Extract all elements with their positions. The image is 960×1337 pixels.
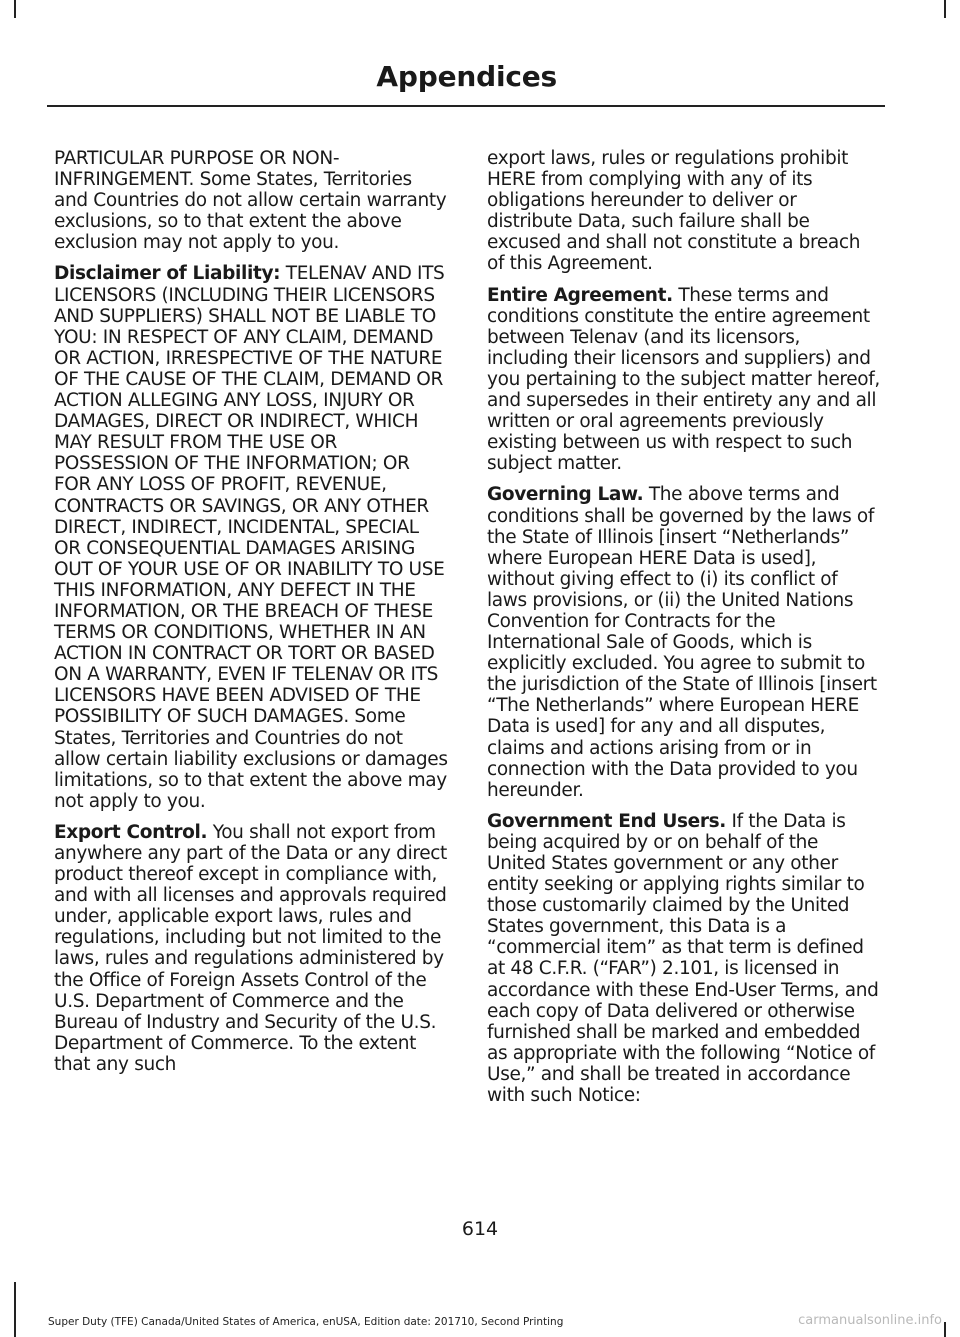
footer-edition-info: Super Duty (TFE) Canada/United States of America, enUSA, Edition date: 201710, Second Printing: [48, 1316, 564, 1328]
paragraph-text: These terms and conditions constitute the entire agreement between Telenav (and its licensors, including their licensors and suppliers) and you pertaining to the subject matter hereof, and supersedes in their entirety any and all written or oral agreements previously existing between us with respect to such subject matter.: [487, 284, 880, 475]
page-title: Appendices: [376, 60, 557, 93]
left-column: [54, 148, 449, 1085]
paragraph-lead: Disclaimer of Liability:: [54, 263, 281, 285]
watermark: carmanualsonline.info: [798, 1313, 942, 1328]
paragraph-governing-law: [487, 484, 882, 800]
paragraph-lead: Governing Law.: [487, 484, 644, 506]
paragraph-text: PARTICULAR PURPOSE OR NON-INFRINGEMENT. Some States, Territories and Countries do not allow certain warranty exclusions, so to that extent the above exclusion may not apply to you.: [54, 148, 447, 254]
paragraph-text: TELENAV AND ITS LICENSORS (INCLUDING THEIR LICENSORS AND SUPPLIERS) SHALL NOT BE LIABLE TO YOU: IN RESPECT OF ANY CLAIM, DEMAND OR ACTION, IRRESPECTIVE OF THE NATURE OF THE CAUSE OF THE CLAIM, DEMAND OR ACTION ALLEGING ANY LOSS, INJURY OR DAMAGES, DIRECT OR INDIRECT, WHICH MAY RESULT FROM THE USE OR POSSESSION OF THE INFORMATION; OR FOR ANY LOSS OF PROFIT, REVENUE, CONTRACTS OR SAVINGS, OR ANY OTHER DIRECT, INDIRECT, INCIDENTAL, SPECIAL OR CONSEQUENTIAL DAMAGES ARISING OUT OF YOUR USE OF OR INABILITY TO USE THIS INFORMATION, ANY DEFECT IN THE INFORMATION, OR THE BREACH OF THESE TERMS OR CONDITIONS, WHETHER IN AN ACTION IN CONTRACT OR TORT OR BASED ON A WARRANTY, EVEN IF TELENAV OR ITS LICENSORS HAVE BEEN ADVISED OF THE POSSIBILITY OF SUCH DAMAGES. Some States, Territories and Countries do not allow certain liability exclusions or damages limitations, so to that extent the above may not apply to you.: [54, 263, 448, 812]
paragraph-disclaimer-of-liability: [54, 263, 449, 811]
paragraph-warranty-continued: [54, 148, 449, 253]
header-divider: [47, 105, 885, 107]
crop-mark-top-right: [944, 0, 946, 18]
paragraph-text: export laws, rules or regulations prohibit HERE from complying with any of its obligations hereunder to deliver or distribute Data, such failure shall be excused and shall not constitute a breach of this Agreement.: [487, 148, 861, 275]
paragraph-text: If the Data is being acquired by or on behalf of the United States government or any other entity seeking or applying rights similar to those customarily claimed by the United States government, this Data is a “commercial item” as that term is defined at 48 C.F.R. (“FAR”) 2.101, is licensed in accordance with these End-User Terms, and each copy of Data delivered or otherwise furnished shall be marked and embedded as appropriate with the following “Notice of Use,” and shall be treated in accordance with such Notice:: [487, 810, 879, 1107]
crop-mark-bottom-right: [944, 1322, 946, 1337]
paragraph-lead: Entire Agreement.: [487, 284, 673, 306]
crop-mark-bottom-left: [14, 1282, 16, 1337]
paragraph-text: You shall not export from anywhere any part of the Data or any direct product thereof except in compliance with, and with all licenses and approvals required under, applicable export laws, rules and regulations, including but not limited to the laws, rules and regulations administered by the Office of Foreign Assets Control of the U.S. Department of Commerce and the Bureau of Industry and Security of the U.S. Department of Commerce. To the extent that any such: [54, 821, 447, 1075]
paragraph-lead: Government End Users.: [487, 810, 726, 832]
paragraph-lead: Export Control.: [54, 821, 208, 843]
paragraph-text: The above terms and conditions shall be governed by the laws of the State of Illinois [insert “Netherlands” where European HERE Data is used], without giving effect to (i) its conflict of laws provisions, or (ii) the United Nations Convention for Contracts for the International Sale of Goods, which is explicitly excluded. You agree to submit to the jurisdiction of the State of Illinois [insert “The Netherlands” where European HERE Data is used] for any and all disputes, claims and actions arising from or in connection with the Data provided to you hereunder.: [487, 484, 877, 801]
paragraph-entire-agreement: [487, 285, 882, 475]
right-column: [487, 148, 882, 1116]
paragraph-export-control: [54, 822, 449, 1075]
page-number: 614: [461, 1218, 499, 1240]
crop-mark-top-left: [14, 0, 16, 18]
paragraph-export-continued: [487, 148, 882, 275]
paragraph-government-end-users: [487, 811, 882, 1106]
